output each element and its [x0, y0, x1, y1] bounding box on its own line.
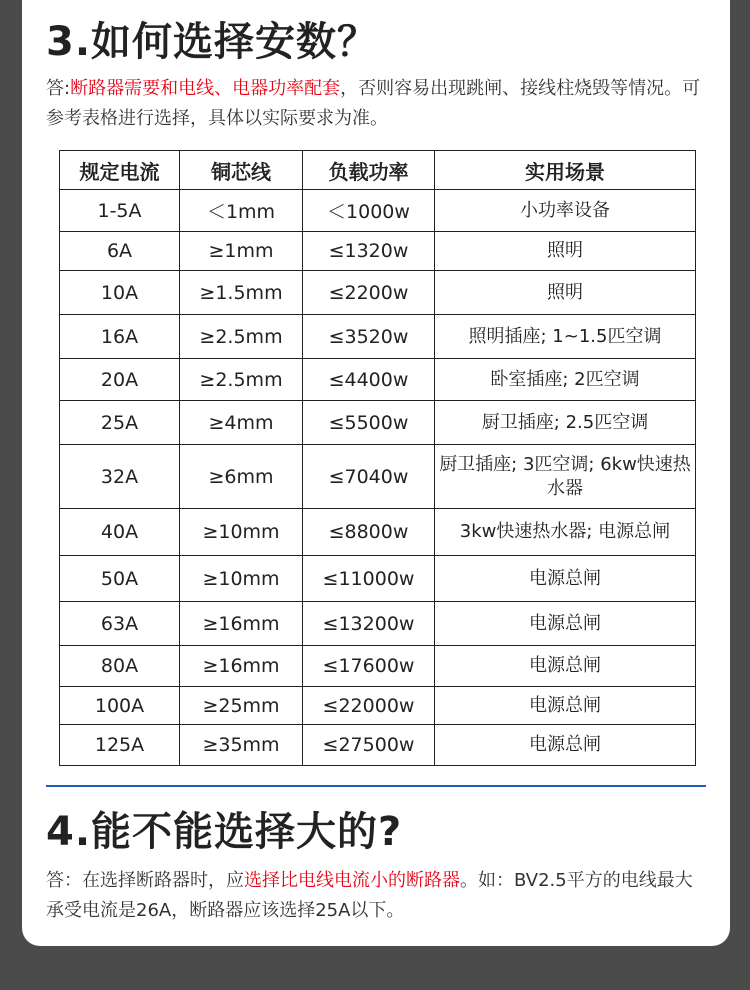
- cell-scenario: 厨卫插座; 2.5匹空调: [435, 401, 696, 445]
- answer-rest: ，否则容易出现跳闸、接线柱烧毁等情况。可参考表格进行选择，具体以实际要求为准。: [46, 78, 701, 129]
- cell-wire: ≥10mm: [180, 556, 303, 602]
- header-scenario: 实用场景: [435, 151, 696, 190]
- cell-current: 80A: [60, 646, 180, 687]
- table-row: [60, 687, 696, 725]
- table-row: [60, 646, 696, 687]
- table-row: [60, 509, 696, 556]
- cell-power: ≤7040w: [303, 445, 435, 509]
- answer-prefix: 答:: [46, 78, 71, 99]
- cell-scenario: 电源总闸: [435, 602, 696, 646]
- cell-power: ≤8800w: [303, 509, 435, 556]
- cell-power: ≤13200w: [303, 602, 435, 646]
- answer-rest: 。如：BV2.5平方的电线最大承受电流是26A，断路器应该选择25A以下。: [46, 870, 693, 921]
- header-rated-current: 规定电流: [60, 151, 180, 190]
- cell-wire: ≥16mm: [180, 646, 303, 687]
- cell-power: ≤27500w: [303, 725, 435, 766]
- section4-answer: [46, 866, 706, 926]
- cell-scenario: 电源总闸: [435, 556, 696, 602]
- table-row: [60, 190, 696, 232]
- cell-wire: ≥6mm: [180, 445, 303, 509]
- cell-current: 20A: [60, 359, 180, 401]
- cell-scenario: 卧室插座; 2匹空调: [435, 359, 696, 401]
- table-row: [60, 401, 696, 445]
- cell-wire: ≥25mm: [180, 687, 303, 725]
- cell-power: ≤1320w: [303, 232, 435, 271]
- cell-scenario: 照明: [435, 232, 696, 271]
- cell-wire: ≥1mm: [180, 232, 303, 271]
- cell-current: 16A: [60, 315, 180, 359]
- cell-wire: ≥2.5mm: [180, 315, 303, 359]
- table-row: [60, 602, 696, 646]
- cell-power: ≤17600w: [303, 646, 435, 687]
- cell-current: 63A: [60, 602, 180, 646]
- cell-scenario: 电源总闸: [435, 646, 696, 687]
- cell-wire: ≥1.5mm: [180, 271, 303, 315]
- cell-power: ≤3520w: [303, 315, 435, 359]
- cell-power: ≤22000w: [303, 687, 435, 725]
- cell-scenario: 3kw快速热水器; 电源总闸: [435, 509, 696, 556]
- section3-answer: [46, 74, 706, 134]
- cell-power: ≤4400w: [303, 359, 435, 401]
- cell-current: 32A: [60, 445, 180, 509]
- cell-wire: ≥10mm: [180, 509, 303, 556]
- cell-power: ≤11000w: [303, 556, 435, 602]
- table-row: [60, 359, 696, 401]
- cell-current: 10A: [60, 271, 180, 315]
- cell-current: 6A: [60, 232, 180, 271]
- cell-wire: ≥16mm: [180, 602, 303, 646]
- section-divider: [46, 785, 706, 787]
- cell-scenario: 电源总闸: [435, 725, 696, 766]
- header-load-power: 负载功率: [303, 151, 435, 190]
- table-header-row: [60, 151, 696, 190]
- header-copper-wire: 铜芯线: [180, 151, 303, 190]
- answer-prefix: 答：在选择断路器时，应: [46, 870, 244, 891]
- table-row: [60, 315, 696, 359]
- cell-scenario: 照明: [435, 271, 696, 315]
- cell-wire: ≥4mm: [180, 401, 303, 445]
- cell-current: 40A: [60, 509, 180, 556]
- breaker-selection-table: [59, 150, 696, 766]
- table-row: [60, 445, 696, 509]
- table-row: [60, 271, 696, 315]
- table-row: [60, 725, 696, 766]
- cell-scenario: 电源总闸: [435, 687, 696, 725]
- answer-highlight: 选择比电线电流小的断路器: [244, 870, 460, 891]
- cell-current: 1-5A: [60, 190, 180, 232]
- cell-current: 50A: [60, 556, 180, 602]
- cell-scenario: 照明插座; 1~1.5匹空调: [435, 315, 696, 359]
- cell-scenario: 小功率设备: [435, 190, 696, 232]
- table-row: [60, 232, 696, 271]
- cell-power: ＜1000w: [303, 190, 435, 232]
- answer-highlight: 断路器需要和电线、电器功率配套: [70, 78, 341, 99]
- cell-wire: ≥35mm: [180, 725, 303, 766]
- cell-current: 125A: [60, 725, 180, 766]
- cell-current: 25A: [60, 401, 180, 445]
- cell-current: 100A: [60, 687, 180, 725]
- cell-wire: ＜1mm: [180, 190, 303, 232]
- cell-wire: ≥2.5mm: [180, 359, 303, 401]
- cell-power: ≤5500w: [303, 401, 435, 445]
- cell-scenario: 厨卫插座; 3匹空调; 6kw快速热水器: [435, 445, 696, 509]
- section3-title: 3.如何选择安数？: [46, 19, 379, 65]
- section4-title: 4.能不能选择大的?: [46, 809, 403, 855]
- cell-power: ≤2200w: [303, 271, 435, 315]
- table-row: [60, 556, 696, 602]
